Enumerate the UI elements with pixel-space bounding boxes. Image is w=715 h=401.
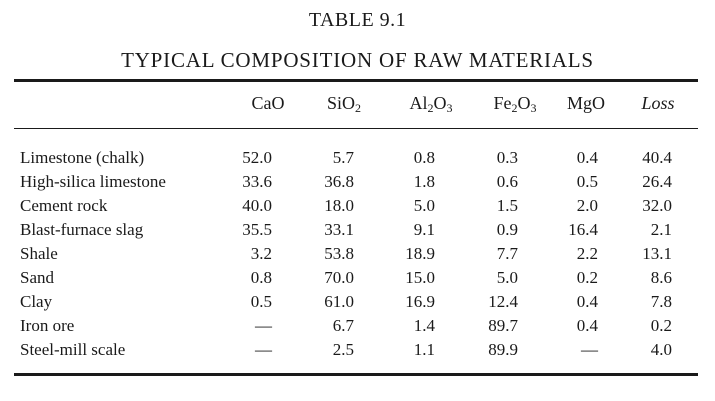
table-row <box>0 340 715 364</box>
cell-mgo: 2.0 <box>576 196 598 215</box>
cell-cao: 3.2 <box>250 244 272 263</box>
cell-cao: 0.5 <box>250 292 272 311</box>
bottom-rule <box>14 373 698 376</box>
cell-fe2o3: 12.4 <box>488 292 518 311</box>
cell-mgo: 0.4 <box>576 148 598 167</box>
cell-sio2: 33.1 <box>324 220 354 239</box>
header-rule <box>14 128 698 129</box>
row-label: Sand <box>20 268 54 287</box>
table-row <box>0 244 715 268</box>
cell-al2o3: 0.8 <box>413 148 435 167</box>
cell-sio2: 36.8 <box>324 172 354 191</box>
cell-al2o3: 1.4 <box>413 316 435 335</box>
cell-cao: — <box>255 316 272 335</box>
table-row <box>0 268 715 292</box>
cell-loss: 2.1 <box>650 220 672 239</box>
table-row <box>0 220 715 244</box>
cell-loss: 13.1 <box>642 244 672 263</box>
cell-cao: 33.6 <box>242 172 272 191</box>
table-title: TYPICAL COMPOSITION OF RAW MATERIALS <box>121 48 594 72</box>
cell-cao: 52.0 <box>242 148 272 167</box>
cell-mgo: 2.2 <box>576 244 598 263</box>
cell-al2o3: 16.9 <box>405 292 435 311</box>
table-row <box>0 316 715 340</box>
cell-al2o3: 1.1 <box>413 340 435 359</box>
cell-mgo: — <box>581 340 598 359</box>
cell-fe2o3: 89.7 <box>488 316 518 335</box>
cell-sio2: 6.7 <box>332 316 354 335</box>
cell-loss: 26.4 <box>642 172 672 191</box>
cell-mgo: 0.2 <box>576 268 598 287</box>
cell-fe2o3: 89.9 <box>488 340 518 359</box>
cell-al2o3: 1.8 <box>413 172 435 191</box>
row-label: Shale <box>20 244 58 263</box>
cell-cao: 35.5 <box>242 220 272 239</box>
column-header-al2o3: $Al_2O_3$ <box>409 93 453 115</box>
table-row <box>0 148 715 172</box>
cell-sio2: 5.7 <box>332 148 354 167</box>
cell-fe2o3: 0.9 <box>496 220 518 239</box>
cell-sio2: 61.0 <box>324 292 354 311</box>
top-rule <box>14 79 698 82</box>
cell-cao: 0.8 <box>250 268 272 287</box>
cell-fe2o3: 0.6 <box>496 172 518 191</box>
cell-sio2: 18.0 <box>324 196 354 215</box>
cell-mgo: 16.4 <box>568 220 598 239</box>
cell-cao: — <box>255 340 272 359</box>
cell-loss: 7.8 <box>650 292 672 311</box>
row-label: Blast-furnace slag <box>20 220 144 239</box>
cell-fe2o3: 1.5 <box>496 196 518 215</box>
cell-fe2o3: 7.7 <box>496 244 518 263</box>
row-label: Limestone (chalk) <box>20 148 145 167</box>
column-header-sio2: SiO$_2$ <box>326 93 361 115</box>
row-label: Steel-mill scale <box>20 340 126 359</box>
row-label: Clay <box>20 292 53 311</box>
cell-loss: 4.0 <box>650 340 672 359</box>
cell-al2o3: 5.0 <box>413 196 435 215</box>
cell-al2o3: 9.1 <box>413 220 435 239</box>
table-row <box>0 172 715 196</box>
cell-fe2o3: 5.0 <box>496 268 518 287</box>
row-label: Iron ore <box>20 316 75 335</box>
column-header-loss: Loss <box>641 93 675 113</box>
column-header-fe2o3: $Fe_2O_3$ <box>493 93 537 115</box>
table-number: TABLE 9.1 <box>308 9 407 31</box>
cell-mgo: 0.4 <box>576 292 598 311</box>
cell-loss: 32.0 <box>642 196 672 215</box>
cell-mgo: 0.5 <box>576 172 598 191</box>
cell-sio2: 2.5 <box>332 340 354 359</box>
cell-sio2: 53.8 <box>324 244 354 263</box>
cell-al2o3: 15.0 <box>405 268 435 287</box>
row-label: Cement rock <box>20 196 108 215</box>
table-row <box>0 196 715 220</box>
cell-loss: 40.4 <box>642 148 672 167</box>
cell-loss: 0.2 <box>650 316 672 335</box>
column-header-mgo: MgO <box>566 93 605 113</box>
table-row <box>0 292 715 316</box>
cell-fe2o3: 0.3 <box>496 148 518 167</box>
cell-loss: 8.6 <box>650 268 672 287</box>
row-label: High-silica limestone <box>20 172 166 191</box>
cell-mgo: 0.4 <box>576 316 598 335</box>
cell-al2o3: 18.9 <box>405 244 435 263</box>
cell-sio2: 70.0 <box>324 268 354 287</box>
column-header-cao: CaO <box>251 93 285 113</box>
cell-cao: 40.0 <box>242 196 272 215</box>
